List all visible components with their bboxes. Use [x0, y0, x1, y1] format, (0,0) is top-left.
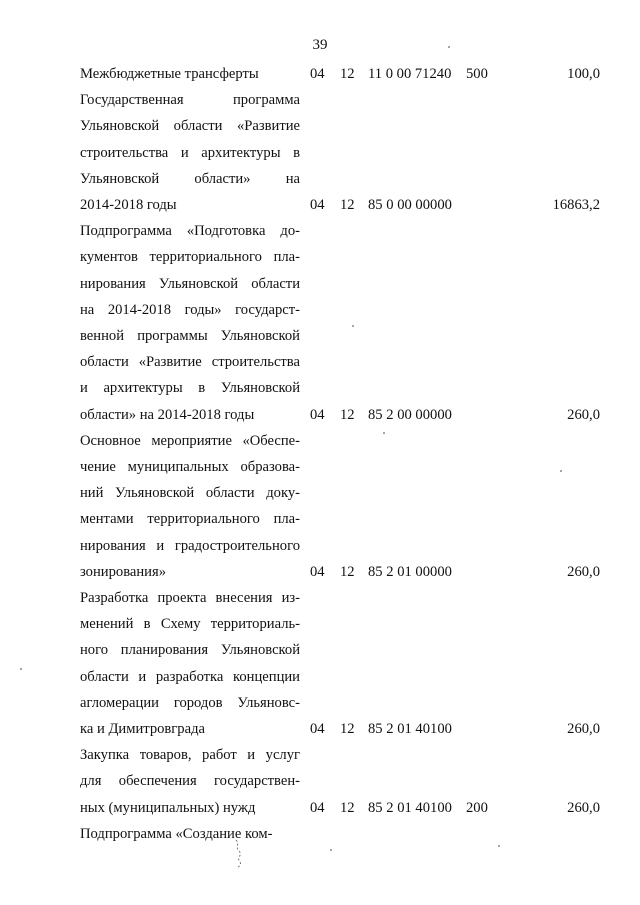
expense-name-line: 2014-2018 годы	[80, 197, 177, 214]
table-row	[80, 218, 600, 428]
scan-speck	[20, 668, 22, 670]
row-codes	[80, 192, 600, 218]
amount: 100,0	[567, 66, 600, 83]
row-codes	[80, 402, 600, 428]
amount: 260,0	[567, 799, 600, 816]
expense-name-line: на 2014-2018 годы» государст-	[80, 301, 300, 318]
subsection-code: 12	[340, 799, 355, 816]
expense-name-line: для обеспечения государствен-	[80, 773, 300, 790]
expense-name-line: ного планирования Ульяновской	[80, 642, 300, 659]
row-codes	[80, 559, 600, 585]
expense-name-line: Ульяновской области «Развитие	[80, 118, 300, 135]
table-row	[80, 742, 600, 821]
expense-name-line: Подпрограмма «Создание ком-	[80, 825, 273, 842]
target-article-code: 85 2 01 00000	[368, 563, 452, 580]
amount: 260,0	[567, 406, 600, 423]
row-codes	[80, 821, 600, 847]
expense-name-line: нирования и градостроительного	[80, 537, 300, 554]
expense-name-line: ментами территориального пла-	[80, 511, 300, 528]
target-article-code: 85 0 00 00000	[368, 197, 452, 214]
table-row	[80, 585, 600, 742]
subsection-code: 12	[340, 66, 355, 83]
row-codes	[80, 716, 600, 742]
expense-name-line: области «Развитие строительства	[80, 354, 300, 371]
expense-name-line: Государственная программа	[80, 92, 300, 109]
scan-speck	[383, 432, 385, 434]
scan-speck	[560, 470, 562, 472]
table-row	[80, 428, 600, 585]
subsection-code: 12	[340, 406, 355, 423]
amount: 260,0	[567, 721, 600, 738]
subsection-code: 12	[340, 563, 355, 580]
expense-type-code: 200	[466, 799, 488, 816]
expense-name-line: зонирования»	[80, 563, 166, 580]
expense-name-line: ных (муниципальных) нужд	[80, 799, 256, 816]
expense-name-line: Основное мероприятие «Обеспе-	[80, 432, 300, 449]
scan-speck	[498, 845, 500, 847]
expense-name-line: нирования Ульяновской области	[80, 275, 300, 292]
expense-name-line: ка и Димитровграда	[80, 721, 205, 738]
expense-name-line: области» на 2014-2018 годы	[80, 406, 255, 423]
target-article-code: 85 2 00 00000	[368, 406, 452, 423]
target-article-code: 85 2 01 40100	[368, 799, 452, 816]
subsection-code: 12	[340, 721, 355, 738]
section-code: 04	[310, 721, 325, 738]
target-article-code: 85 2 01 40100	[368, 721, 452, 738]
expense-name-line: ний Ульяновской области доку-	[80, 485, 300, 502]
expense-name-line: Межбюджетные трансферты	[80, 66, 259, 82]
page-number: 39	[312, 37, 328, 53]
expense-name-line: и архитектуры в Ульяновской	[80, 380, 300, 397]
scan-speck	[448, 46, 450, 48]
expense-name-line: строительства и архитектуры в	[80, 144, 300, 161]
amount: 260,0	[567, 563, 600, 580]
section-code: 04	[310, 66, 325, 83]
amount: 16863,2	[552, 197, 600, 214]
expense-name-line: кументов территориального пла-	[80, 249, 300, 266]
scan-speck	[352, 325, 354, 327]
subsection-code: 12	[340, 197, 355, 214]
table-row	[80, 87, 600, 218]
table-row	[80, 61, 600, 87]
expense-name-line: венной программы Ульяновской	[80, 328, 300, 345]
row-codes	[80, 795, 600, 821]
expense-name-line: менений в Схему территориаль-	[80, 616, 300, 633]
expense-name-line: агломерации городов Ульяновс-	[80, 694, 300, 711]
table-row	[80, 821, 600, 847]
scan-mark	[232, 838, 246, 870]
expense-name-line: Подпрограмма «Подготовка до-	[80, 223, 300, 240]
section-code: 04	[310, 197, 325, 214]
expense-name-line: Закупка товаров, работ и услуг	[80, 747, 300, 764]
expense-name	[80, 218, 300, 428]
budget-table	[80, 61, 600, 847]
expense-type-code: 500	[466, 66, 488, 83]
expense-name-line: области и разработка концепции	[80, 668, 300, 685]
section-code: 04	[310, 406, 325, 423]
section-code: 04	[310, 799, 325, 816]
scan-speck	[330, 849, 332, 851]
expense-name-line: Разработка проекта внесения из-	[80, 590, 300, 607]
row-codes	[80, 61, 600, 87]
expense-name-line: чение муниципальных образова-	[80, 459, 300, 476]
expense-name-line: Ульяновской области» на	[80, 170, 300, 187]
section-code: 04	[310, 563, 325, 580]
target-article-code: 11 0 00 71240	[368, 66, 452, 83]
